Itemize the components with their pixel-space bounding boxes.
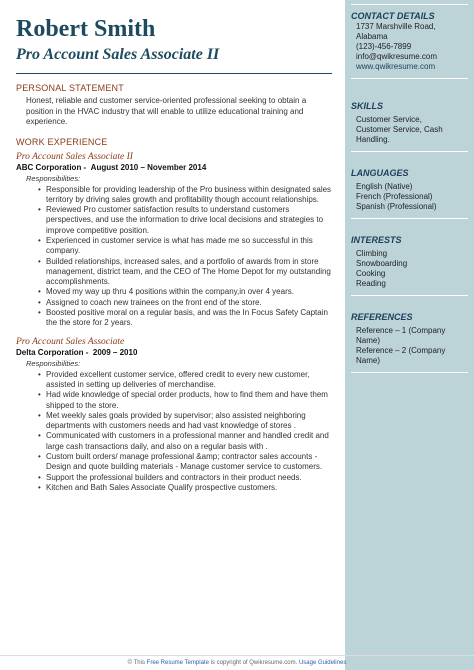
contact-title: CONTACT DETAILS <box>351 11 435 21</box>
candidate-name: Robert Smith <box>16 16 156 42</box>
responsibility-item: • Moved my way up thru 4 positions within the company,in over 4 years. <box>38 287 332 297</box>
contact-email[interactable]: info@qwikresume.com <box>356 52 438 61</box>
job-title: Pro Account Sales Associate <box>16 336 125 347</box>
section-title-experience: WORK EXPERIENCE <box>16 136 108 147</box>
job-entry <box>16 152 332 329</box>
contact-line: Alabama <box>356 32 388 41</box>
footer-usage-link[interactable]: Usage Guidelines <box>298 660 347 666</box>
responsibility-list <box>38 185 332 329</box>
responsibility-item: • Provided excellent customer service, offered credit to every new customer, assisted in setting up deliveries of merchandise. <box>38 370 332 391</box>
responsibilities-label: Responsibilities: <box>26 173 81 183</box>
job-company-line <box>16 348 332 358</box>
responsibility-item: • Support the professional builders and contractors in their product needs. <box>38 473 332 483</box>
job-list <box>16 152 332 494</box>
responsibility-item: • Builded relationships, increased sales, and a portfolio of awards from in store management, district team, and the CEO of The Home Depot for my outstanding accomplishments. <box>38 257 332 288</box>
interest-item: Climbing <box>356 249 388 258</box>
responsibility-item: • Reviewed Pro customer satisfaction results to understand customers perspectives, and use the information to drive local decisions and strategies to improve competitive position. <box>38 205 332 236</box>
job-company-line <box>16 163 332 173</box>
responsibility-item: • Boosted positive moral on a regular basis, and was the In Focus Safety Captain the the store for 2 years. <box>38 308 332 329</box>
reference-item: Name) <box>356 336 381 345</box>
footer-template-link[interactable]: Free Resume Template <box>146 660 209 666</box>
language-item: French (Professional) <box>356 192 433 201</box>
footer-prefix: © This <box>127 660 145 666</box>
contact-website-link[interactable]: www.qwikresume.com <box>356 62 436 71</box>
responsibility-item: • Responsible for providing leadership of the Pro business within designated sales territory by driving sales growth and profitability though account relationships. <box>38 185 332 206</box>
divider <box>16 73 332 74</box>
responsibility-item: • Experienced in customer service is what has made me so successful in this company. <box>38 236 332 257</box>
language-item: Spanish (Professional) <box>356 202 437 211</box>
reference-item: Reference – 1 (Company <box>356 326 446 335</box>
language-item: English (Native) <box>356 182 413 191</box>
skills-section <box>351 95 468 152</box>
skills-line: Customer Service, <box>356 115 422 124</box>
contact-phone: (123)-456-7899 <box>356 42 412 51</box>
responsibility-item: • Had wide knowledge of special order products, how to find them and have them shipped to the store. <box>38 390 332 411</box>
job-dates: August 2010 – November 2014 <box>90 162 207 172</box>
contact-section <box>351 4 468 79</box>
reference-item: Name) <box>356 356 381 365</box>
job-dates: 2009 – 2010 <box>92 347 138 357</box>
interests-section <box>351 229 468 296</box>
job-entry <box>16 337 332 494</box>
skills-line: Handling. <box>356 135 390 144</box>
sidebar <box>345 0 474 670</box>
interests-title: INTERESTS <box>351 235 402 245</box>
skills-line: Customer Service, Cash <box>356 125 443 134</box>
candidate-headline: Pro Account Sales Associate II <box>16 46 220 63</box>
statement-text: Honest, reliable and customer service-oriented professional seeking to obtain a position in the HVAC industry that will enable to utilize educational training and experience. <box>26 96 307 126</box>
responsibilities-label: Responsibilities: <box>26 358 81 368</box>
references-section <box>351 306 468 373</box>
interest-item: Reading <box>356 279 386 288</box>
responsibility-item: • Communicated with customers in a professional manner and handled credit and large cash transactions daily, and also on a regular basis with . <box>38 431 332 452</box>
footer <box>0 655 474 670</box>
interest-item: Snowboarding <box>356 259 408 268</box>
job-company: ABC Corporation - <box>16 162 87 172</box>
job-title: Pro Account Sales Associate II <box>16 151 133 162</box>
job-company: Delta Corporation - <box>16 347 89 357</box>
responsibility-item: • Assigned to coach new trainees on the front end of the store. <box>38 298 332 308</box>
languages-title: LANGUAGES <box>351 168 409 178</box>
responsibility-list <box>38 370 332 494</box>
footer-copyright: is copyright of Qwikresume.com. <box>210 660 298 666</box>
languages-section <box>351 162 468 219</box>
skills-title: SKILLS <box>351 101 384 111</box>
section-title-statement: PERSONAL STATEMENT <box>16 83 124 93</box>
contact-line: 1737 Marshville Road, <box>356 22 436 31</box>
responsibility-item: • Kitchen and Bath Sales Associate Qualify prospective customers. <box>38 483 332 493</box>
responsibility-item: • Met weekly sales goals provided by supervisor; also assisted neighboring departments with customers needs and had vast knowledge of stores . <box>38 411 332 432</box>
reference-item: Reference – 2 (Company <box>356 346 446 355</box>
references-title: REFERENCES <box>351 312 413 322</box>
interest-item: Cooking <box>356 269 386 278</box>
responsibility-item: • Custom built orders/ manage professional &amp; contractor sales accounts - Design and quote building materials - Manage customer service to customers. <box>38 452 332 473</box>
